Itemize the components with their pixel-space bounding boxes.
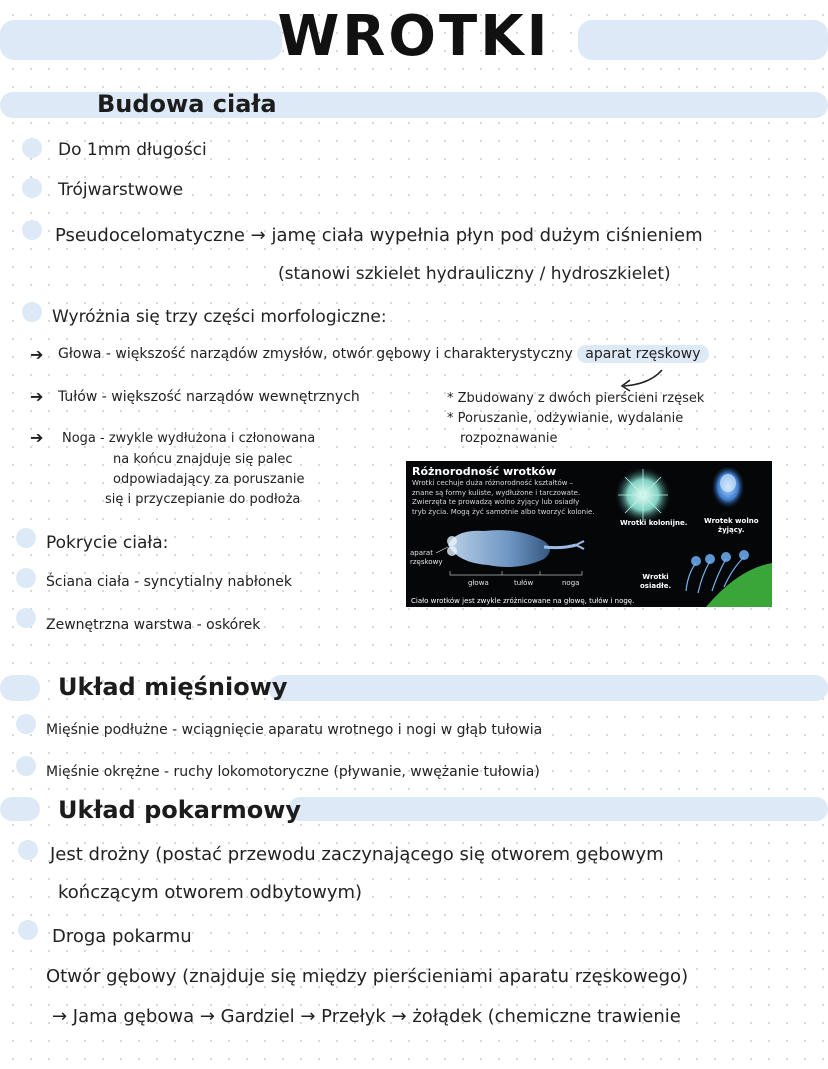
bullet-dot (22, 302, 42, 322)
budowa-pseudocoel: Pseudocelomatyczne → jamę ciała wypełnia płyn pod dużym ciśnieniem (55, 225, 703, 246)
arrow-right-icon: ➔ (30, 428, 44, 447)
heading-miesniowy: Układ mięśniowy (58, 673, 288, 701)
heading-pokarmowy: Układ pokarmowy (58, 796, 302, 824)
bullet-dot (16, 568, 36, 588)
bullet-dot (22, 138, 42, 158)
section-band-miesniowy-left (0, 675, 40, 701)
label-wolno-line: żyjący. (718, 526, 745, 534)
label-noga: noga (562, 579, 580, 587)
miesnie-okrezne: Mięśnie okrężne - ruchy lokomotoryczne (pływanie, wwężanie tułowia) (46, 764, 540, 780)
bullet-dot (22, 178, 42, 198)
aparat-rzeskowy-highlight: aparat rzęskowy (577, 345, 708, 363)
label-wolno-zyjacy (704, 517, 759, 535)
curved-arrow-icon (610, 366, 670, 392)
pokarmowy-drozny-cont: kończącym otworem odbytowym) (58, 882, 363, 903)
pokarmowy-drozny: Jest drożny (postać przewodu zaczynającego się otworem gębowym (50, 844, 664, 865)
bullet-dot (18, 840, 38, 860)
part-noga-4: się i przyczepianie do podłoża (105, 492, 301, 507)
bullet-dot (16, 714, 36, 734)
bullet-dot (22, 220, 42, 240)
part-noga-3: odpowiadający za poruszanie (113, 472, 305, 487)
part-glowa-text: Głowa - większość narządów zmysłów, otwór gębowy i charakterystyczny (58, 346, 573, 362)
figure-desc-line: Wrotki cechuje duża różnorodność kształtów – (412, 479, 574, 487)
bullet-dot (18, 920, 38, 940)
part-noga-2: na końcu znajduje się palec (113, 452, 293, 467)
arrow-right-icon: ➔ (30, 387, 44, 406)
label-osiadle-line: Wrotki (642, 573, 669, 581)
budowa-size: Do 1mm długości (58, 140, 207, 160)
part-tulow: Tułów - większość narządów wewnętrznych (58, 389, 360, 405)
label-tulow: tułów (514, 579, 534, 587)
budowa-parts-intro: Wyróżnia się trzy części morfologiczne: (52, 307, 387, 327)
label-kolonijne: Wrotki kolonijne. (620, 519, 688, 527)
pokrycie-sciana: Ściana ciała - syncytialny nabłonek (46, 574, 292, 590)
figure-title: Różnorodność wrotków (412, 465, 557, 478)
section-band-pokarmowy-right (288, 797, 828, 821)
pokrycie-oskorek: Zewnętrzna warstwa - oskórek (46, 617, 261, 633)
part-noga-1: Noga - zwykle wydłużona i członowana (62, 431, 316, 446)
bullet-dot (16, 608, 36, 628)
rotifer-body-image (448, 530, 550, 567)
bullet-dot (16, 756, 36, 776)
label-osiadle (640, 573, 671, 591)
label-aparat (410, 549, 442, 567)
bullet-dot (16, 528, 36, 548)
budowa-layers: Trójwarstwowe (58, 180, 184, 200)
part-glowa (58, 346, 709, 362)
label-aparat-line: rzęskowy (410, 558, 443, 566)
label-osiadle-line: osiadłe. (640, 582, 672, 590)
figure-desc-line: Zwierzęta te prowadzą wolno żyjący lub osiadły (412, 498, 580, 506)
label-wolno-line: Wrotek wolno (704, 517, 759, 525)
miesnie-podluzne: Mięśnie podłużne - wciągnięcie aparatu wrotnego i nogi w głąb tułowia (46, 722, 543, 738)
page-title: WROTKI (277, 4, 551, 69)
aparat-note-2: * Poruszanie, odżywianie, wydalanie (447, 411, 684, 426)
figure-desc-line: tryb życia. Mogą żyć samotnie albo tworzyć kolonie. (412, 507, 595, 516)
label-aparat-line: aparat (410, 549, 433, 557)
pokarmowy-droga: Droga pokarmu (52, 926, 192, 947)
label-glowa: głowa (468, 579, 489, 587)
figure-desc-line: znane są formy kuliste, wydłużone i tarczowate. (412, 488, 581, 497)
arrow-right-icon: ➔ (30, 345, 44, 364)
section-band-miesniowy-right (268, 675, 828, 701)
heading-budowa: Budowa ciała (97, 90, 277, 118)
aparat-note-1: * Zbudowany z dwóch pierścieni rzęsek (447, 391, 705, 406)
pokrycie-ciala: Pokrycie ciała: (46, 533, 169, 553)
section-band-pokarmowy-left (0, 797, 40, 821)
aparat-note-3: rozpoznawanie (460, 431, 558, 446)
budowa-pseudocoel-cont: (stanowi szkielet hydrauliczny / hydroszkielet) (278, 264, 671, 284)
pokarmowy-droga-sekwencja: → Jama gębowa → Gardziel → Przełyk → żołądek (chemiczne trawienie (52, 1006, 681, 1027)
pokarmowy-otwor: Otwór gębowy (znajduje się między pierścieniami aparatu rzęskowego) (46, 966, 689, 987)
figure-caption: Ciało wrotków jest zwykle zróżnicowane na głowę, tułów i nogę. (411, 597, 635, 605)
rotifer-diversity-figure (406, 461, 772, 607)
